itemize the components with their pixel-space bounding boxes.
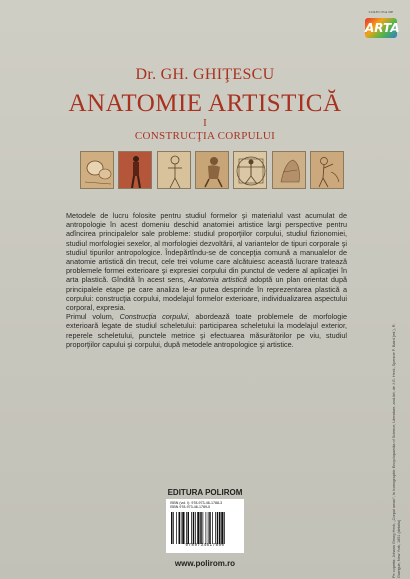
barcode-bar: [173, 512, 174, 544]
isbn-line-1: ISBN (vol. I): 978-973-46-1788-3: [170, 501, 223, 505]
paragraph-text: Primul volum,: [66, 312, 120, 322]
logo-word: ARTA: [365, 18, 397, 38]
barcode-bar: [200, 512, 202, 544]
barcode-bar: [203, 512, 204, 544]
barcode-bar: [193, 512, 195, 544]
skeleton-sketch-icon: [158, 152, 191, 189]
isbn-barcode-box: [166, 499, 244, 553]
muscle-figure-icon: [119, 152, 152, 189]
barcode-bar: [217, 512, 219, 544]
barcode-bar: [212, 512, 213, 544]
illustration-thumbnail: [118, 151, 152, 189]
barcode-bar: [188, 512, 190, 544]
author-name: Dr. GH. GHIŢESCU: [135, 66, 275, 83]
illustration-thumbnail: [233, 151, 267, 189]
illustration-thumbnail: [310, 151, 344, 189]
barcode-bar: [195, 512, 196, 544]
barcode-number: 9789734617890: [185, 544, 225, 548]
barcode-bar: [182, 512, 184, 544]
skull-sketch-icon: [81, 152, 114, 189]
paragraph-text: Metodele de lucru folosite pentru studiul formelor şi materialul vast acumulat de antropologie în acest domeniu deschid anatomiei artistice largi perspective pentru adîncirea principalelor sale probleme: studiul proporţiilor corpului, studiul fizionomiei, studiul morfologiei sexelor, al morfologiei dezvoltării, al variantelor de tipuri corporale şi studiul tipurilor antropologice. Îndepărtîndu-se de concepţia comună a manualelor de anatomie artistică din trecut, cele trei volume care alcătuiesc această lucrare tratează problemele formei exterioare şi expresiei corpului din punctul de vedere al aplicaţiei în arta plastică. Gîndită în acest sens,: [66, 211, 347, 285]
emphasized-title: Construcţia corpului: [119, 312, 188, 322]
collection-logo: [363, 10, 399, 48]
barcode-bar: [219, 512, 221, 544]
barcode-bar: [179, 512, 181, 544]
illustration-thumbnail: [272, 151, 306, 189]
illustration-thumbnail: [195, 151, 229, 189]
barcode-bar: [224, 512, 225, 544]
barcode-bar: [208, 512, 209, 544]
barcode-bar: [171, 512, 173, 544]
publisher-website: www.polirom.ro: [174, 559, 236, 568]
book-subtitle: CONSTRUCŢIA CORPULUI: [134, 130, 276, 142]
cover-credit-text: Pe coperta: Johann Georg Heck, „Corpul uman”, în Iconographic Encyclopaedia of Science, Literature, and Art, de J.G. Heck, Spencer F. Baird (ed.), R. Garrigue, New York, 1851 (detaliu): [392, 323, 401, 578]
barcode-bar: [221, 512, 223, 544]
book-title: ANATOMIE ARTISTICĂ: [68, 90, 342, 117]
seated-figure-icon: [196, 152, 229, 189]
description-paragraph-1: [66, 211, 347, 312]
cover-credit: [378, 320, 406, 578]
barcode-bar: [215, 512, 216, 544]
description-text: [66, 211, 347, 349]
barcode-icon: [170, 512, 240, 544]
barcode-bar: [186, 512, 187, 544]
barcode-bar: [191, 512, 192, 544]
paragraph-text: , abordează toate problemele de morfologie exterioară legate de studiul scheletului: participarea scheletului la modelajul exterior, reperele scheletului, punctele metrice şi efectuarea măsurătorilor pe viu, studiul proporţiilor capului şi corpului, după metodele antropologice şi artistice.: [66, 312, 347, 349]
illustration-strip: [80, 151, 344, 189]
emphasized-title: Anatomia artistică: [188, 275, 247, 285]
barcode-bar: [176, 512, 177, 544]
anatomy-study-icon: [273, 152, 306, 189]
illustration-thumbnail: [80, 151, 114, 189]
illustration-thumbnail: [157, 151, 191, 189]
figure-sketch-icon: [311, 152, 344, 189]
paragraph-text: adoptă un plan orientat după principalele etape pe care analiza le-ar putea desprinde în reprezentarea plastică a corpului: construcţia corpului, modelajul formelor exterioare, individualizarea aspectului corporal, expresia.: [66, 275, 348, 313]
barcode-bar: [197, 512, 199, 544]
publisher-name: EDITURA POLIROM: [167, 488, 243, 497]
vitruvian-figure-icon: [234, 152, 267, 189]
description-paragraph-2: [66, 312, 347, 349]
logo-series-text: COLECTIA DE: [368, 10, 394, 14]
barcode-bar: [209, 512, 211, 544]
barcode-bar: [181, 512, 182, 544]
barcode-bar: [206, 512, 207, 544]
isbn-line-2: ISBN 978-973-46-1789-0: [170, 505, 211, 510]
volume-number: I: [203, 117, 207, 129]
